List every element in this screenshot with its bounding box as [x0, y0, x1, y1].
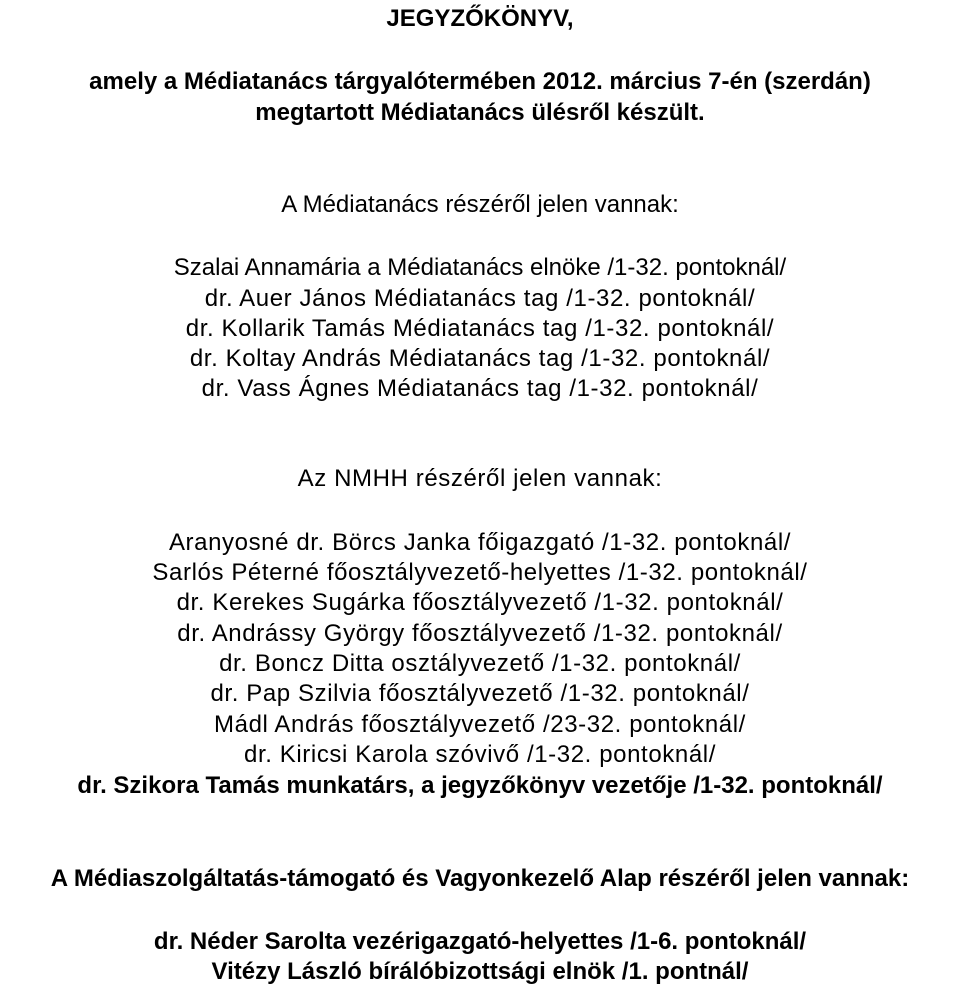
list-item: dr. Vass Ágnes Médiatanács tag /1-32. pontoknál/ — [201, 375, 759, 402]
list-item: dr. Néder Sarolta vezérigazgató-helyettes /1-6. pontoknál/ — [153, 928, 807, 955]
list-item: Szalai Annamária a Médiatanács elnöke /1-32. pontoknál/ — [173, 254, 787, 281]
list-item: dr. Auer János Médiatanács tag /1-32. pontoknál/ — [204, 285, 756, 312]
list-item: Aranyosné dr. Börcs Janka főigazgató /1-32. pontoknál/ — [168, 529, 792, 556]
list-item: dr. Pap Szilvia főosztályvezető /1-32. pontoknál/ — [210, 680, 750, 707]
nmhh-heading: Az NMHH részéről jelen vannak: — [297, 465, 663, 492]
recorder-line: dr. Szikora Tamás munkatárs, a jegyzőkönyv vezetője /1-32. pontoknál/ — [77, 772, 883, 799]
intro-line-1: amely a Médiatanács tárgyalótermében 2012. március 7-én (szerdán) — [89, 68, 871, 95]
intro-line-2: megtartott Médiatanács ülésről készült. — [255, 99, 705, 126]
list-item: dr. Kollarik Tamás Médiatanács tag /1-32. pontoknál/ — [185, 315, 775, 342]
list-item: dr. Boncz Ditta osztályvezető /1-32. pontoknál/ — [219, 650, 741, 677]
list-item: dr. Kiricsi Karola szóvivő /1-32. pontoknál/ — [244, 741, 716, 768]
list-item: dr. Kerekes Sugárka főosztályvezető /1-32. pontoknál/ — [176, 589, 784, 616]
list-item: dr. Andrássy György főosztályvezető /1-32. pontoknál/ — [177, 620, 783, 647]
list-item: Sarlós Péterné főosztályvezető-helyettes /1-32. pontoknál/ — [152, 559, 808, 586]
list-item: dr. Koltay András Médiatanács tag /1-32. pontoknál/ — [189, 345, 771, 372]
list-item: Vitézy László bírálóbizottsági elnök /1. pontnál/ — [211, 958, 749, 985]
media-council-heading: A Médiatanács részéről jelen vannak: — [281, 191, 679, 218]
list-item: Mádl András főosztályvezető /23-32. pontoknál/ — [214, 711, 746, 738]
mtva-heading: A Médiaszolgáltatás-támogató és Vagyonkezelő Alap részéről jelen vannak: — [50, 865, 910, 892]
document-title: JEGYZŐKÖNYV, — [386, 5, 574, 32]
